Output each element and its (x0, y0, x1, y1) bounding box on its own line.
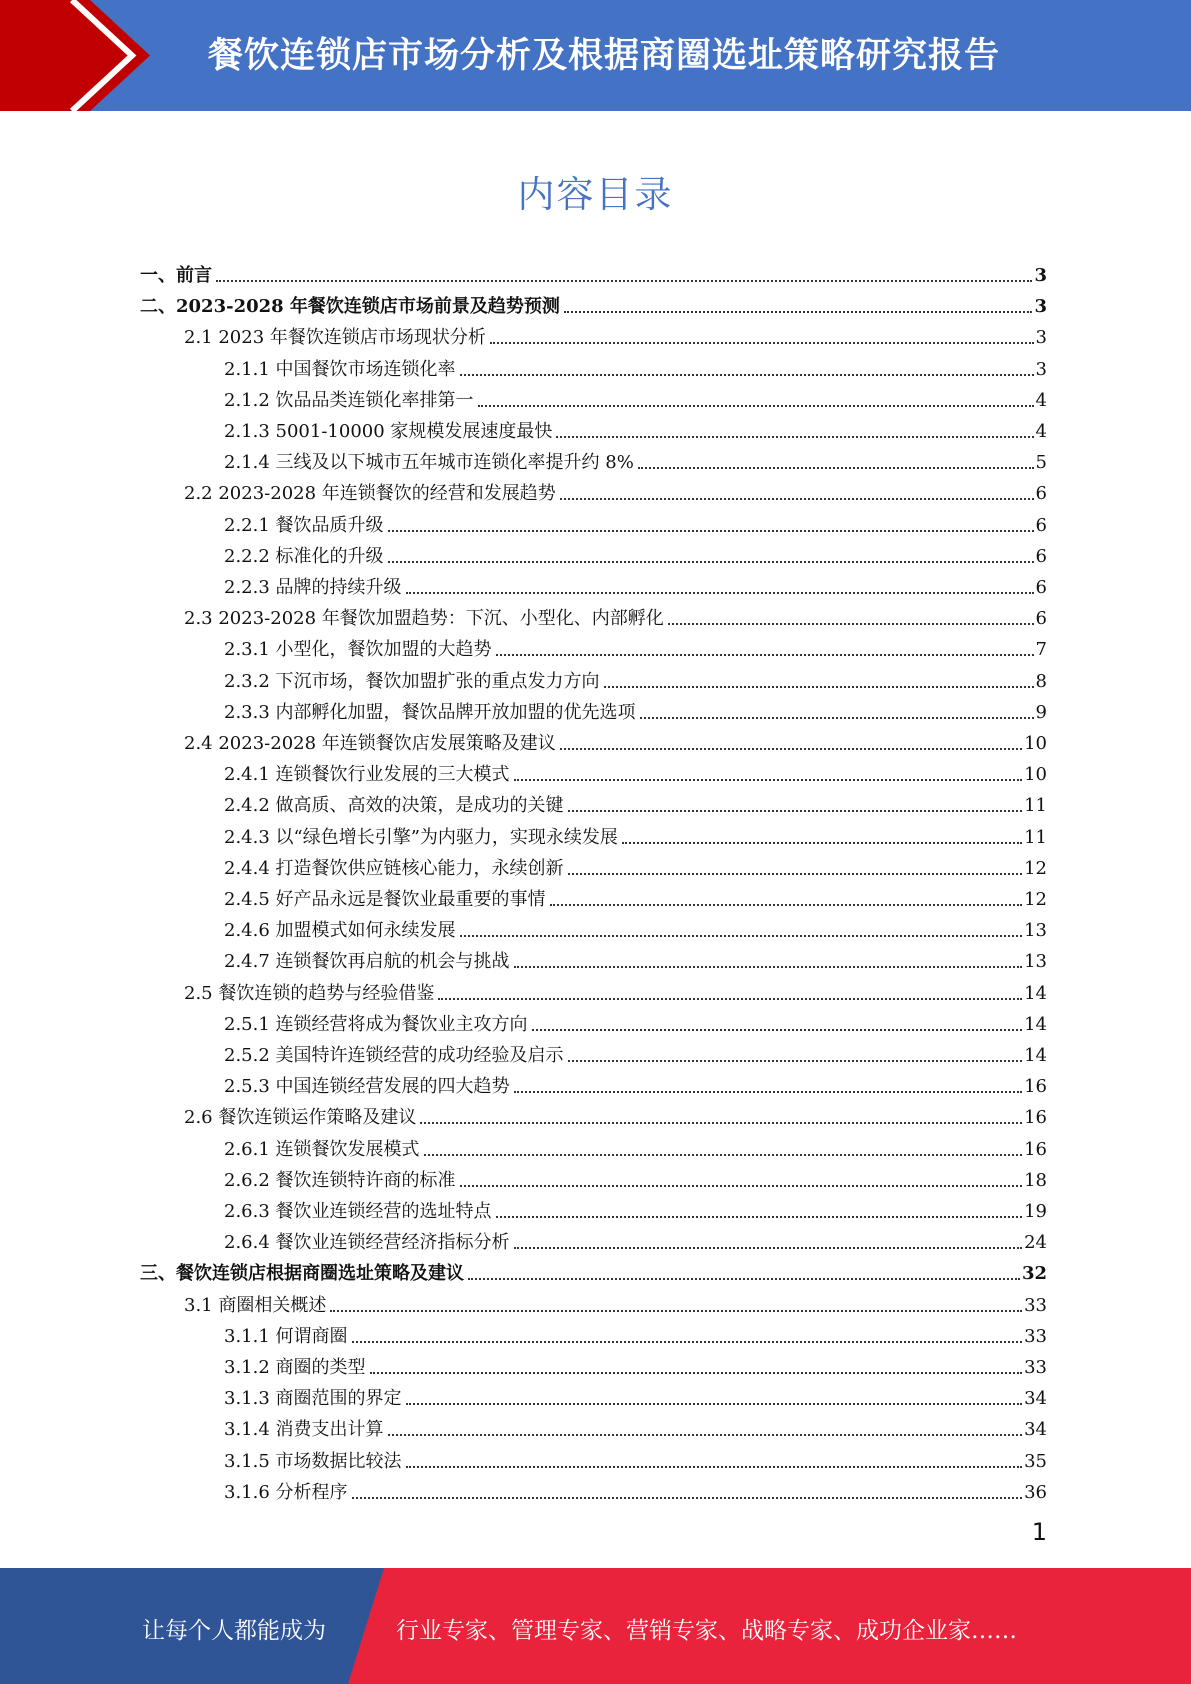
toc-dot-leader (568, 873, 1023, 875)
toc-entry-label: 2.6.1 连锁餐饮发展模式 (224, 1138, 420, 1160)
toc-entry-page: 11 (1024, 795, 1047, 817)
toc-entry[interactable] (224, 506, 1047, 537)
toc-entry-page: 13 (1024, 920, 1047, 942)
toc-entry-label: 2.3.1 小型化，餐饮加盟的大趋势 (224, 639, 492, 661)
toc-dot-leader (438, 998, 1022, 1000)
toc-entry-page: 7 (1035, 639, 1047, 661)
toc-entry-label: 3.1.5 市场数据比较法 (224, 1450, 402, 1472)
toc-entry-label: 2.5.2 美国特许连锁经营的成功经验及启示 (224, 1045, 564, 1066)
toc-dot-leader (640, 717, 1034, 719)
toc-entry-page: 36 (1024, 1481, 1047, 1503)
toc-entry-page: 18 (1024, 1169, 1047, 1191)
toc-entry[interactable] (224, 412, 1047, 443)
toc-entry-page: 24 (1024, 1232, 1047, 1254)
toc-entry-label: 2.5.1 连锁经营将成为餐饮业主攻方向 (224, 1013, 528, 1035)
toc-entry-label: 2.1.4 三线及以下城市五年城市连锁化率提升约 8% (224, 452, 634, 474)
report-title: 餐饮连锁店市场分析及根据商圈选址策略研究报告 (208, 36, 1001, 76)
toc-entry-label: 2.1.1 中国餐饮市场连锁化率 (224, 358, 456, 380)
toc-dot-leader (460, 374, 1034, 376)
footer-slogan-right: 行业专家、管理专家、营销专家、战略专家、成功企业家…… (396, 1618, 1017, 1644)
toc-dot-leader (460, 935, 1023, 937)
toc-dot-leader (514, 1091, 1023, 1093)
toc-heading: 内容目录 (517, 173, 674, 216)
toc-entry-label: 2.4.7 连锁餐饮再启航的机会与挑战 (224, 951, 510, 973)
toc-entry[interactable] (140, 287, 1047, 318)
toc-dot-leader (420, 1122, 1022, 1124)
toc-entry[interactable] (224, 662, 1047, 693)
toc-dot-leader (406, 592, 1034, 594)
toc-dot-leader (216, 280, 1032, 282)
toc-entry[interactable] (184, 318, 1047, 349)
toc-dot-leader (468, 1278, 1020, 1280)
toc-entry-page: 6 (1035, 608, 1047, 630)
toc-entry-page: 12 (1024, 889, 1047, 910)
toc-dot-leader (388, 530, 1034, 532)
toc-dot-leader (496, 1216, 1023, 1218)
toc-entry[interactable] (224, 1348, 1047, 1379)
toc-entry-label: 2.4.4 打造餐饮供应链核心能力，永续创新 (224, 857, 564, 879)
toc-entry[interactable] (224, 1410, 1047, 1441)
toc-entry[interactable] (224, 880, 1047, 911)
toc-entry-page: 4 (1035, 389, 1047, 411)
toc-entry[interactable] (140, 256, 1047, 287)
toc-dot-leader (330, 1310, 1022, 1312)
toc-entry[interactable] (224, 1442, 1047, 1473)
toc-dot-leader (668, 623, 1034, 625)
toc-entry-label: 2.1.3 5001-10000 家规模发展速度最快 (224, 421, 553, 442)
toc-dot-leader (604, 686, 1034, 688)
toc-dot-leader (460, 1185, 1023, 1187)
toc-entry-page: 32 (1021, 1263, 1047, 1285)
toc-entry-page: 33 (1024, 1294, 1047, 1316)
toc-entry-page: 34 (1024, 1388, 1047, 1410)
toc-entry-label: 2.5 餐饮连锁的趋势与经验借鉴 (184, 982, 435, 1004)
toc-entry[interactable] (224, 630, 1047, 661)
toc-entry[interactable] (184, 1286, 1047, 1317)
toc-dot-leader (560, 498, 1034, 500)
toc-entry-page: 3 (1034, 296, 1047, 318)
toc-entry-label: 3.1.6 分析程序 (224, 1481, 348, 1503)
toc-entry-label: 2.1 2023 年餐饮连锁店市场现状分析 (184, 327, 486, 349)
footer-slogan-left: 让每个人都能成为 (142, 1618, 326, 1644)
toc-entry-label: 2.6.3 餐饮业连锁经营的选址特点 (224, 1201, 492, 1222)
toc-entry[interactable] (224, 537, 1047, 568)
toc-entry[interactable] (224, 381, 1047, 412)
toc-dot-leader (568, 810, 1023, 812)
toc-entry-page: 14 (1024, 982, 1047, 1004)
toc-entry[interactable] (224, 1130, 1047, 1161)
toc-entry-label: 2.3.3 内部孵化加盟，餐饮品牌开放加盟的优先选项 (224, 701, 636, 723)
toc-entry-label: 2.6.2 餐饮连锁特许商的标准 (224, 1169, 456, 1191)
toc-entry-page: 9 (1035, 701, 1047, 723)
toc-entry-page: 14 (1024, 1045, 1047, 1066)
toc-entry-label: 2.2.2 标准化的升级 (224, 545, 384, 567)
toc-dot-leader (370, 1372, 1023, 1374)
toc-entry-label: 2.4 2023-2028 年连锁餐饮店发展策略及建议 (184, 733, 556, 754)
toc-entry-page: 12 (1024, 857, 1047, 879)
toc-entry-label: 3.1.1 何谓商圈 (224, 1325, 348, 1347)
toc-entry-page: 3 (1034, 265, 1047, 286)
toc-entry-page: 16 (1024, 1138, 1047, 1160)
toc-dot-leader (406, 1466, 1023, 1468)
toc-dot-leader (424, 1154, 1023, 1156)
toc-dot-leader (478, 405, 1034, 407)
toc-entry-page: 33 (1024, 1357, 1047, 1378)
toc-entry-page: 16 (1024, 1076, 1047, 1098)
toc-entry[interactable] (224, 1317, 1047, 1348)
toc-entry-page: 6 (1035, 483, 1047, 505)
toc-dot-leader (496, 654, 1034, 656)
toc-entry[interactable] (224, 443, 1047, 474)
toc-entry-page: 35 (1024, 1450, 1047, 1472)
toc-entry[interactable] (184, 474, 1047, 505)
toc-entry-page: 33 (1024, 1325, 1047, 1347)
toc-entry[interactable] (224, 849, 1047, 880)
toc-dot-leader (560, 748, 1022, 750)
toc-entry[interactable] (224, 1192, 1047, 1223)
toc-entry-page: 6 (1035, 577, 1047, 598)
report-header-band (0, 0, 1191, 111)
toc-entry[interactable] (224, 1473, 1047, 1504)
toc-entry-label: 3.1 商圈相关概述 (184, 1294, 327, 1316)
toc-entry-label: 2.4.6 加盟模式如何永续发展 (224, 920, 456, 942)
toc-entry[interactable] (224, 1223, 1047, 1254)
toc-entry[interactable] (224, 350, 1047, 381)
toc-entry[interactable] (224, 1036, 1047, 1067)
toc-entry-label: 2.4.3 以“绿色增长引擎”为内驱力，实现永续发展 (224, 826, 618, 848)
toc-dot-leader (622, 842, 1022, 844)
toc-dot-leader (514, 1247, 1023, 1249)
toc-entry-label: 3.1.4 消费支出计算 (224, 1419, 384, 1441)
toc-dot-leader (550, 904, 1023, 906)
toc-entry[interactable] (224, 755, 1047, 786)
toc-entry-label: 3.1.2 商圈的类型 (224, 1357, 366, 1378)
toc-entry-page: 16 (1024, 1107, 1047, 1129)
toc-dot-leader (352, 1341, 1023, 1343)
toc-entry-page: 8 (1035, 670, 1047, 692)
toc-entry[interactable] (224, 786, 1047, 817)
toc-entry-label: 2.2.1 餐饮品质升级 (224, 514, 384, 536)
toc-entry-page: 13 (1024, 951, 1047, 973)
toc-entry[interactable] (224, 1379, 1047, 1410)
toc-dot-leader (406, 1403, 1023, 1405)
toc-entry[interactable] (224, 818, 1047, 849)
toc-dot-leader (564, 311, 1033, 313)
toc-entry-label: 2.3 2023-2028 年餐饮加盟趋势：下沉、小型化、内部孵化 (184, 608, 664, 630)
toc-dot-leader (568, 1060, 1023, 1062)
toc-entry-label: 2.4.2 做高质、高效的决策，是成功的关键 (224, 795, 564, 817)
toc-entry-page: 10 (1024, 733, 1047, 754)
toc-entry-label: 三、餐饮连锁店根据商圈选址策略及建议 (140, 1263, 464, 1285)
toc-entry-page: 5 (1035, 452, 1047, 474)
toc-entry-page: 11 (1024, 826, 1047, 848)
toc-entry[interactable] (224, 1067, 1047, 1098)
toc-entry[interactable] (140, 1254, 1047, 1285)
toc-dot-leader (532, 1029, 1023, 1031)
toc-entry-label: 2.5.3 中国连锁经营发展的四大趋势 (224, 1076, 510, 1098)
toc-entry-page: 6 (1035, 514, 1047, 536)
page-number: 1 (1031, 1518, 1047, 1546)
toc-entry-label: 一、前言 (140, 265, 212, 286)
toc-entry-label: 2.6 餐饮连锁运作策略及建议 (184, 1107, 417, 1129)
toc-entry-label: 2.1.2 饮品品类连锁化率排第一 (224, 389, 474, 411)
toc-entry-label: 二、2023-2028 年餐饮连锁店市场前景及趋势预测 (140, 296, 560, 318)
toc-entry-label: 2.4.5 好产品永远是餐饮业最重要的事情 (224, 889, 546, 910)
toc-entry[interactable] (224, 1161, 1047, 1192)
toc-entry-page: 4 (1035, 421, 1047, 442)
toc-entry[interactable] (224, 568, 1047, 599)
toc-entry[interactable] (184, 974, 1047, 1005)
toc-entry-page: 34 (1024, 1419, 1047, 1441)
toc-entry[interactable] (184, 1098, 1047, 1129)
toc-entry-label: 2.4.1 连锁餐饮行业发展的三大模式 (224, 764, 510, 786)
toc-entry-page: 10 (1024, 764, 1047, 786)
toc-entry[interactable] (224, 942, 1047, 973)
toc-entry-page: 19 (1024, 1201, 1047, 1222)
toc-entry-page: 3 (1035, 327, 1047, 349)
toc-dot-leader (514, 779, 1023, 781)
toc-dot-leader (352, 1497, 1023, 1499)
toc-dot-leader (388, 1434, 1023, 1436)
toc-entry-label: 2.3.2 下沉市场，餐饮加盟扩张的重点发力方向 (224, 670, 600, 692)
toc-dot-leader (556, 436, 1033, 438)
toc-entry-label: 3.1.3 商圈范围的界定 (224, 1388, 402, 1410)
toc-entry-page: 14 (1024, 1013, 1047, 1035)
toc-dot-leader (638, 467, 1034, 469)
toc-entry[interactable] (224, 693, 1047, 724)
toc-dot-leader (514, 966, 1023, 968)
toc-entry[interactable] (224, 1005, 1047, 1036)
toc-entry[interactable] (184, 724, 1047, 755)
header-chevron-graphic (0, 0, 160, 111)
toc-entry[interactable] (184, 599, 1047, 630)
toc-dot-leader (388, 561, 1034, 563)
toc-entry-label: 2.2 2023-2028 年连锁餐饮的经营和发展趋势 (184, 483, 556, 505)
toc-entry-page: 6 (1035, 545, 1047, 567)
toc-entry-page: 3 (1035, 358, 1047, 380)
toc-entry[interactable] (224, 911, 1047, 942)
toc-entry-label: 2.2.3 品牌的持续升级 (224, 577, 402, 598)
toc-entry-label: 2.6.4 餐饮业连锁经营经济指标分析 (224, 1232, 510, 1254)
report-footer-band (0, 1568, 1191, 1684)
toc-dot-leader (490, 342, 1034, 344)
